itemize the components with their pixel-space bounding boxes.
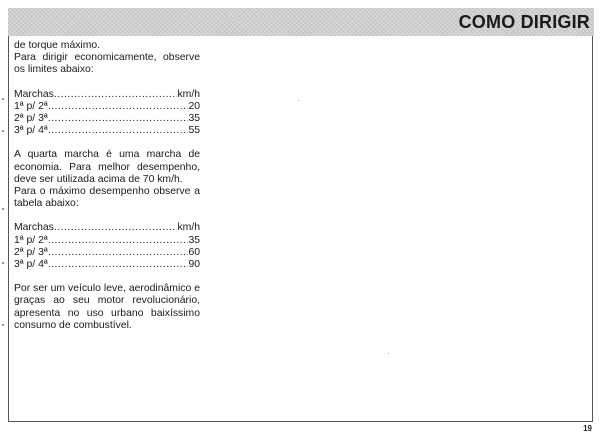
table-header-row	[14, 89, 200, 101]
table-row	[14, 101, 200, 113]
intro-instruction: Para dirigir economicamente, observe os limites abaixo:	[14, 52, 200, 76]
scan-speck	[2, 208, 4, 210]
scan-speck	[298, 100, 299, 101]
fourth-gear-paragraph: A quarta marcha é uma marcha de economia. Para melhor desempenho, deve ser utilizada acima de 70 km/h.	[14, 149, 200, 185]
table-header-label: Marchas	[14, 222, 54, 234]
dot-leader	[48, 247, 189, 259]
table-row	[14, 259, 200, 271]
dot-leader	[48, 113, 189, 125]
speed-value: 20	[188, 100, 200, 112]
fuel-economy-paragraph: Por ser um veículo leve, aerodinâmico e graças ao seu motor revolucionário, apresenta no uso urbano baixíssimo consumo de combustível.	[14, 283, 200, 331]
speed-value: 55	[188, 125, 200, 137]
header-band	[8, 8, 594, 36]
dot-leader	[48, 235, 189, 247]
dot-leader	[48, 125, 189, 137]
gear-shift-table-economy	[14, 89, 200, 138]
speed-value: 35	[188, 113, 200, 125]
intro-line: de torque máximo.	[14, 40, 101, 51]
main-text-column	[14, 40, 200, 332]
dot-leader	[54, 89, 178, 101]
gear-change-label: 1ª p/ 2ª	[14, 234, 48, 246]
gear-change-label: 2ª p/ 3ª	[14, 246, 48, 258]
table-header-unit: km/h	[177, 222, 200, 234]
gear-shift-table-performance	[14, 222, 200, 271]
scan-speck	[2, 262, 4, 264]
table-header-unit: km/h	[177, 88, 200, 100]
speed-value: 35	[188, 234, 200, 246]
scan-speck	[2, 98, 4, 100]
dot-leader	[48, 259, 189, 271]
dot-leader	[48, 101, 189, 113]
gear-change-label: 1ª p/ 2ª	[14, 100, 48, 112]
scan-speck	[2, 130, 4, 132]
table-header-label: Marchas	[14, 88, 54, 100]
table-row	[14, 113, 200, 125]
speed-value: 60	[188, 246, 200, 258]
speed-value: 90	[188, 259, 200, 271]
table-row	[14, 247, 200, 259]
table-row	[14, 235, 200, 247]
section-title: COMO DIRIGIR	[458, 12, 590, 32]
dot-leader	[54, 222, 178, 234]
page-number: 19	[583, 424, 592, 433]
table-header-row	[14, 222, 200, 234]
performance-instruction: Para o máximo desempenho observe a tabela abaixo:	[14, 186, 200, 210]
gear-change-label: 3ª p/ 4ª	[14, 125, 48, 137]
gear-change-label: 2ª p/ 3ª	[14, 113, 48, 125]
scan-speck	[388, 353, 389, 354]
scan-speck	[2, 324, 4, 326]
table-row	[14, 125, 200, 137]
gear-change-label: 3ª p/ 4ª	[14, 259, 48, 271]
